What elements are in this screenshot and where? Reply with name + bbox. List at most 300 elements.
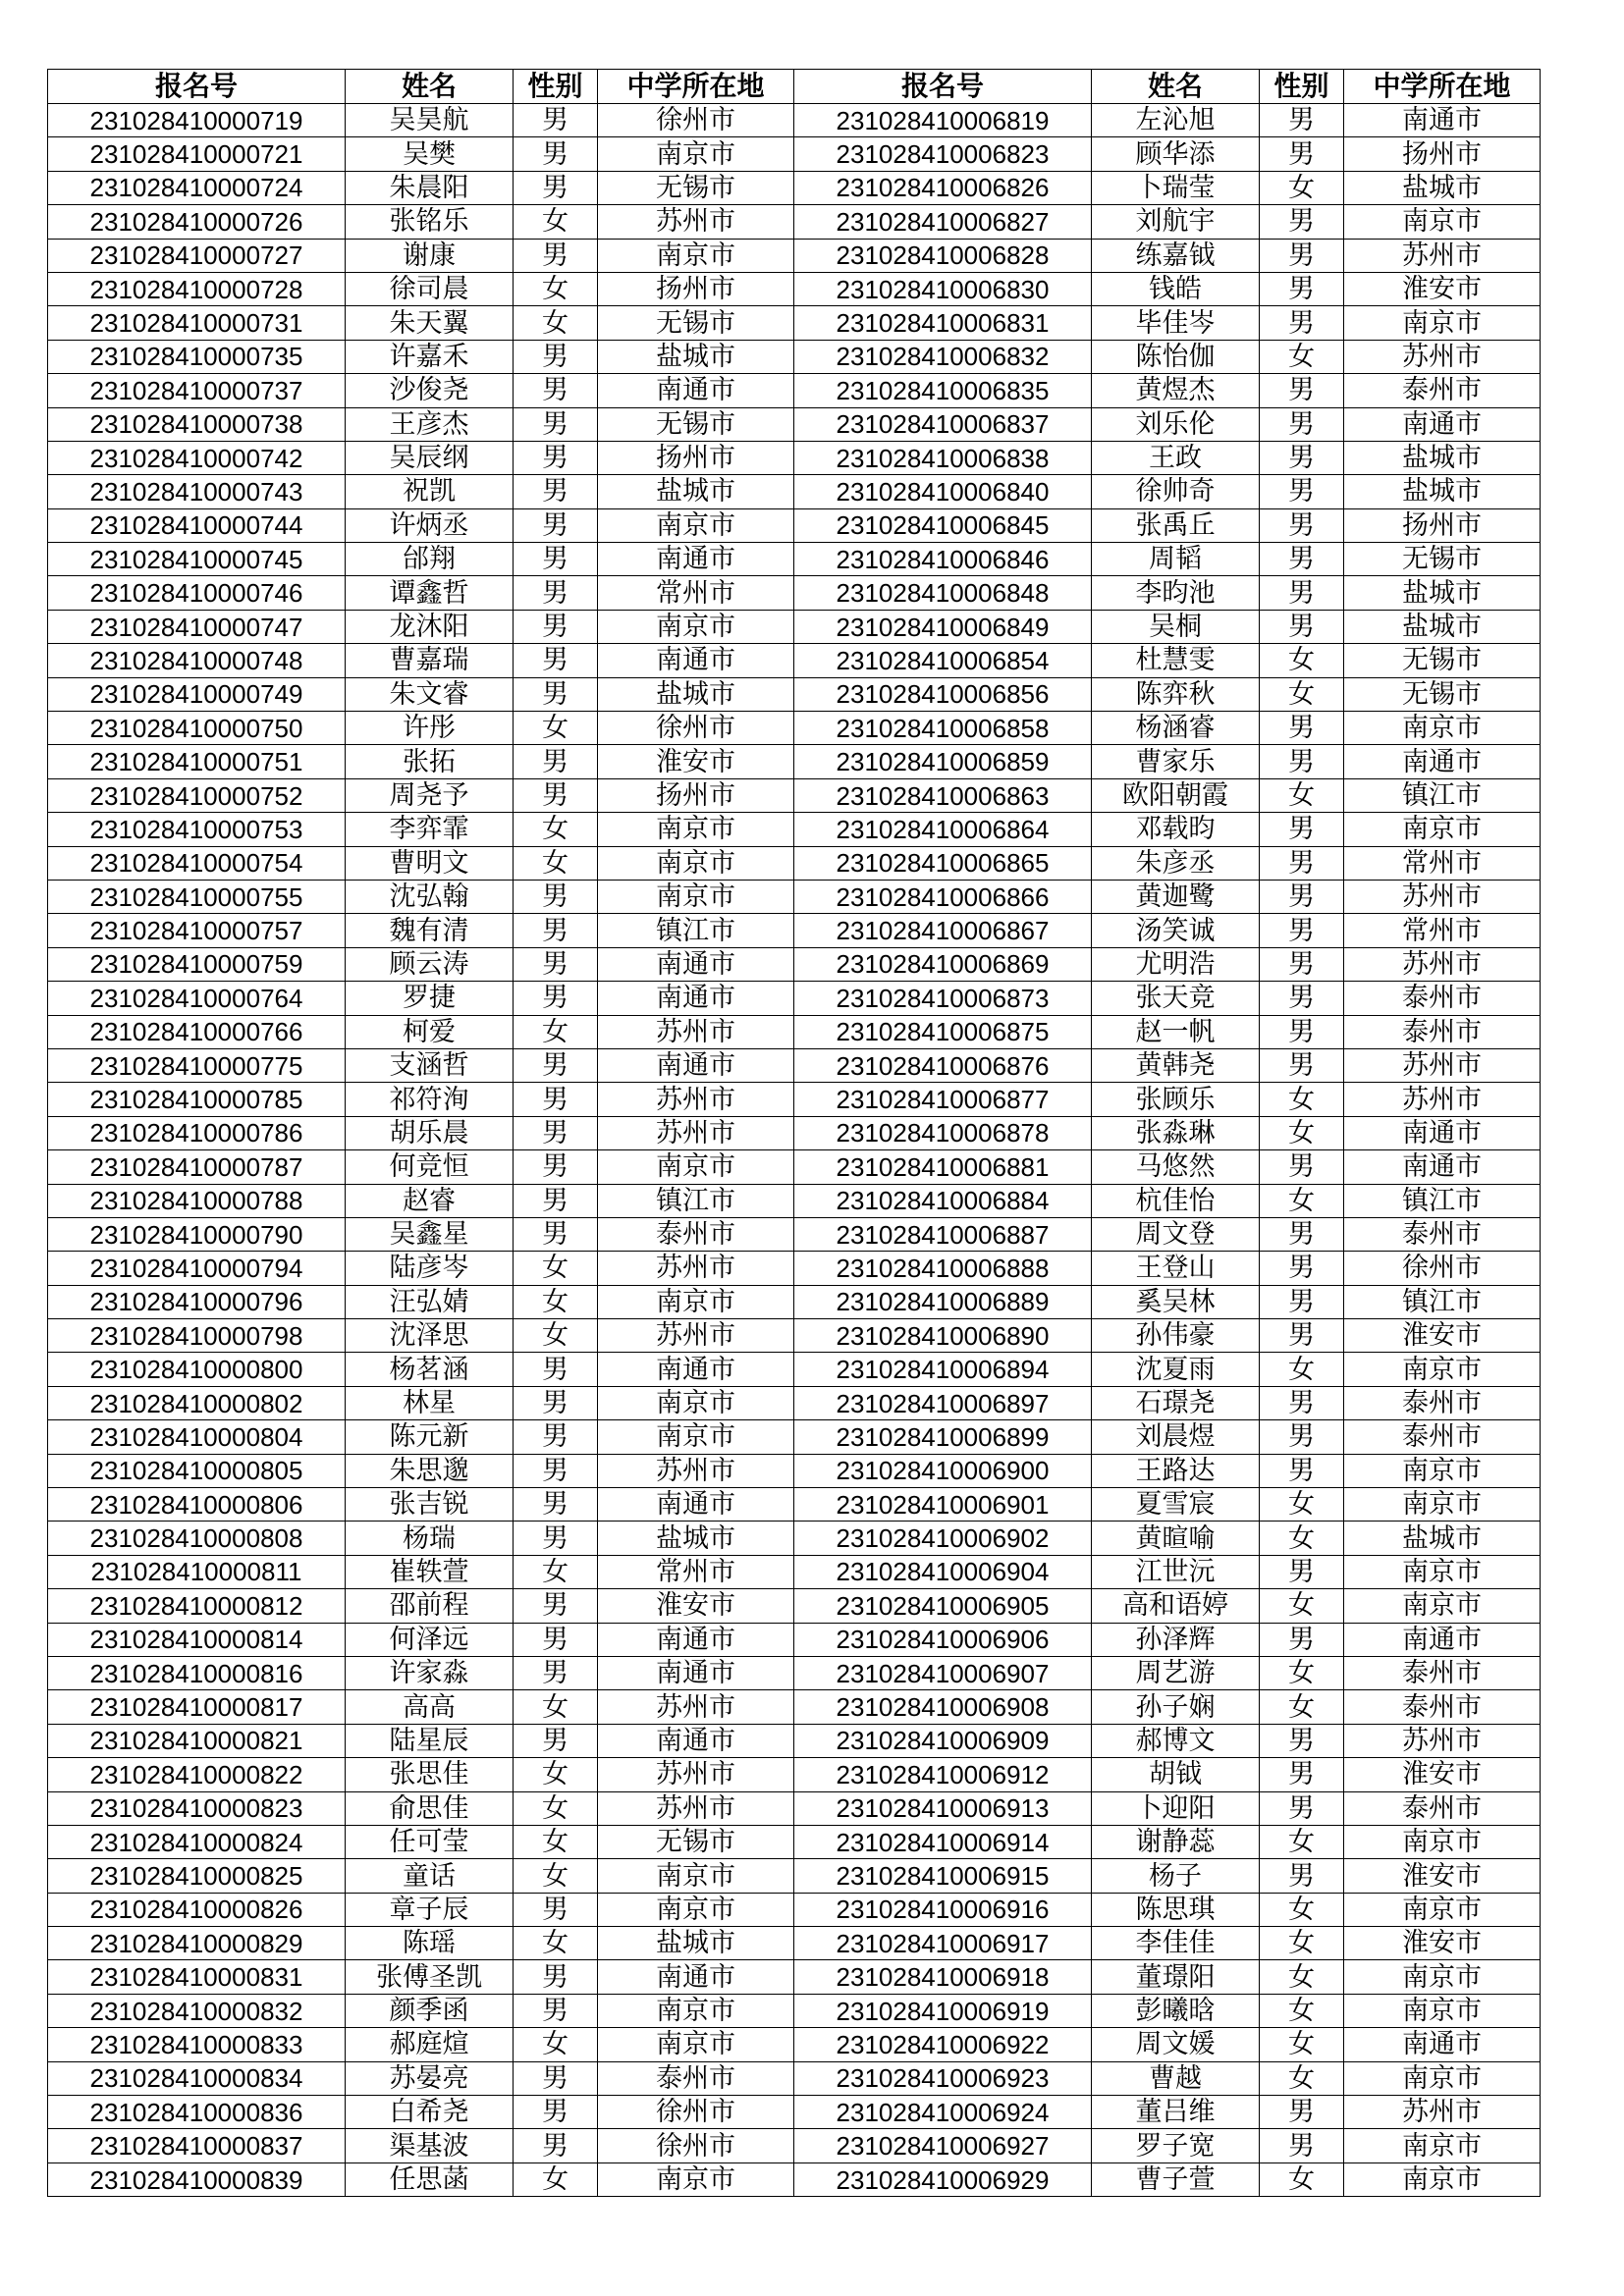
cell-city-left: 镇江市: [598, 914, 794, 947]
cell-name-left: 陆彦岑: [346, 1252, 514, 1285]
table-row: [48, 880, 1541, 913]
cell-city-right: 南京市: [1344, 1555, 1541, 1588]
cell-id-left: 231028410000823: [48, 1791, 346, 1825]
cell-gender-left: 男: [514, 239, 598, 272]
cell-gender-left: 男: [514, 1184, 598, 1217]
cell-name-right: 罗子宽: [1092, 2129, 1260, 2163]
cell-gender-left: 女: [514, 846, 598, 880]
cell-id-right: 231028410006888: [794, 1252, 1092, 1285]
table-row: [48, 1420, 1541, 1454]
cell-id-left: 231028410000802: [48, 1386, 346, 1419]
table-row: [48, 1116, 1541, 1149]
table-row: [48, 272, 1541, 305]
cell-name-left: 许炳丞: [346, 508, 514, 542]
cell-city-left: 盐城市: [598, 1927, 794, 1960]
cell-gender-left: 男: [514, 543, 598, 576]
cell-id-right: 231028410006887: [794, 1217, 1092, 1251]
cell-id-left: 231028410000747: [48, 610, 346, 643]
table-row: [48, 1791, 1541, 1825]
cell-id-right: 231028410006909: [794, 1724, 1092, 1757]
cell-id-right: 231028410006905: [794, 1589, 1092, 1623]
cell-id-right: 231028410006869: [794, 947, 1092, 981]
cell-gender-left: 女: [514, 1555, 598, 1588]
cell-name-right: 刘乐伦: [1092, 407, 1260, 441]
cell-name-right: 杨子: [1092, 1859, 1260, 1893]
cell-name-right: 刘航宇: [1092, 205, 1260, 239]
cell-city-right: 盐城市: [1344, 1522, 1541, 1555]
cell-id-right: 231028410006831: [794, 306, 1092, 340]
cell-id-left: 231028410000766: [48, 1015, 346, 1048]
cell-name-left: 任可莹: [346, 1825, 514, 1858]
cell-id-left: 231028410000826: [48, 1893, 346, 1926]
cell-gender-left: 男: [514, 610, 598, 643]
cell-name-right: 曹越: [1092, 2061, 1260, 2095]
cell-gender-right: 男: [1260, 1048, 1344, 1082]
cell-id-left: 231028410000812: [48, 1589, 346, 1623]
table-row: [48, 1690, 1541, 1724]
cell-gender-left: 男: [514, 1893, 598, 1926]
cell-name-right: 陈怡伽: [1092, 340, 1260, 373]
cell-name-right: 黄煜杰: [1092, 374, 1260, 407]
cell-id-right: 231028410006915: [794, 1859, 1092, 1893]
cell-id-left: 231028410000834: [48, 2061, 346, 2095]
cell-gender-right: 男: [1260, 846, 1344, 880]
cell-city-left: 淮安市: [598, 745, 794, 778]
cell-name-left: 徐司晨: [346, 272, 514, 305]
cell-gender-left: 男: [514, 982, 598, 1015]
cell-gender-right: 男: [1260, 947, 1344, 981]
table-row: [48, 914, 1541, 947]
cell-gender-right: 女: [1260, 1960, 1344, 1994]
cell-gender-left: 女: [514, 1252, 598, 1285]
table-row: [48, 1319, 1541, 1353]
cell-city-right: 泰州市: [1344, 1217, 1541, 1251]
cell-gender-right: 女: [1260, 1825, 1344, 1858]
cell-name-left: 罗捷: [346, 982, 514, 1015]
cell-name-right: 高和语婷: [1092, 1589, 1260, 1623]
cell-id-right: 231028410006832: [794, 340, 1092, 373]
cell-city-left: 盐城市: [598, 1522, 794, 1555]
cell-gender-left: 男: [514, 374, 598, 407]
cell-city-left: 无锡市: [598, 1825, 794, 1858]
cell-city-left: 南通市: [598, 374, 794, 407]
cell-name-right: 左沁旭: [1092, 104, 1260, 137]
cell-city-left: 徐州市: [598, 2129, 794, 2163]
cell-id-right: 231028410006881: [794, 1150, 1092, 1184]
cell-city-left: 南京市: [598, 1994, 794, 2027]
cell-name-right: 王路达: [1092, 1454, 1260, 1487]
cell-city-left: 南通市: [598, 1623, 794, 1656]
cell-city-left: 南通市: [598, 644, 794, 677]
table-row: [48, 745, 1541, 778]
cell-name-left: 高高: [346, 1690, 514, 1724]
cell-id-right: 231028410006835: [794, 374, 1092, 407]
header-id-left: 报名号: [48, 70, 346, 104]
cell-name-left: 吴鑫星: [346, 1217, 514, 1251]
cell-gender-left: 男: [514, 1048, 598, 1082]
table-row: [48, 1555, 1541, 1588]
cell-city-left: 泰州市: [598, 1217, 794, 1251]
cell-id-left: 231028410000764: [48, 982, 346, 1015]
cell-id-right: 231028410006902: [794, 1522, 1092, 1555]
cell-id-right: 231028410006914: [794, 1825, 1092, 1858]
cell-id-right: 231028410006906: [794, 1623, 1092, 1656]
cell-gender-right: 男: [1260, 1015, 1344, 1048]
table-row: [48, 846, 1541, 880]
cell-id-left: 231028410000821: [48, 1724, 346, 1757]
table-row: [48, 1859, 1541, 1893]
cell-name-right: 沈夏雨: [1092, 1353, 1260, 1386]
cell-city-left: 镇江市: [598, 1184, 794, 1217]
cell-city-right: 南京市: [1344, 1353, 1541, 1386]
cell-name-left: 崔轶萱: [346, 1555, 514, 1588]
cell-gender-left: 男: [514, 104, 598, 137]
cell-gender-left: 男: [514, 1623, 598, 1656]
cell-name-left: 陈瑶: [346, 1927, 514, 1960]
cell-name-left: 何泽远: [346, 1623, 514, 1656]
cell-name-left: 颜季函: [346, 1994, 514, 2027]
cell-id-right: 231028410006846: [794, 543, 1092, 576]
table-row: [48, 813, 1541, 846]
cell-name-left: 沈弘翰: [346, 880, 514, 913]
cell-name-right: 杨涵睿: [1092, 712, 1260, 745]
cell-id-left: 231028410000822: [48, 1758, 346, 1791]
table-row: [48, 1488, 1541, 1522]
cell-name-right: 卜瑞莹: [1092, 171, 1260, 204]
cell-gender-right: 男: [1260, 1791, 1344, 1825]
table-row: [48, 576, 1541, 610]
cell-gender-left: 男: [514, 880, 598, 913]
table-row: [48, 1386, 1541, 1419]
cell-name-right: 曹子萱: [1092, 2163, 1260, 2196]
cell-gender-left: 男: [514, 1656, 598, 1689]
cell-id-right: 231028410006878: [794, 1116, 1092, 1149]
table-row: [48, 1927, 1541, 1960]
cell-id-right: 231028410006848: [794, 576, 1092, 610]
cell-gender-right: 男: [1260, 1555, 1344, 1588]
table-row: [48, 1015, 1541, 1048]
cell-name-left: 谢康: [346, 239, 514, 272]
cell-gender-left: 男: [514, 745, 598, 778]
cell-id-right: 231028410006858: [794, 712, 1092, 745]
table-row: [48, 1217, 1541, 1251]
cell-city-left: 盐城市: [598, 677, 794, 711]
cell-id-left: 231028410000757: [48, 914, 346, 947]
cell-city-right: 泰州市: [1344, 1386, 1541, 1419]
cell-gender-right: 女: [1260, 1522, 1344, 1555]
cell-name-left: 朱文睿: [346, 677, 514, 711]
cell-gender-left: 女: [514, 1690, 598, 1724]
cell-gender-right: 男: [1260, 1252, 1344, 1285]
cell-gender-left: 女: [514, 2028, 598, 2061]
roster-body: [48, 104, 1541, 2197]
cell-gender-right: 女: [1260, 171, 1344, 204]
table-row: [48, 543, 1541, 576]
cell-city-right: 泰州市: [1344, 1656, 1541, 1689]
table-row: [48, 1960, 1541, 1994]
cell-city-right: 无锡市: [1344, 644, 1541, 677]
cell-name-right: 夏雪宸: [1092, 1488, 1260, 1522]
cell-id-right: 231028410006918: [794, 1960, 1092, 1994]
cell-name-left: 陆星辰: [346, 1724, 514, 1757]
cell-name-left: 邰翔: [346, 543, 514, 576]
cell-city-right: 徐州市: [1344, 1252, 1541, 1285]
cell-id-left: 231028410000755: [48, 880, 346, 913]
table-row: [48, 306, 1541, 340]
cell-id-right: 231028410006907: [794, 1656, 1092, 1689]
cell-name-left: 谭鑫哲: [346, 576, 514, 610]
cell-gender-left: 女: [514, 1758, 598, 1791]
cell-city-left: 扬州市: [598, 778, 794, 812]
cell-gender-right: 女: [1260, 2028, 1344, 2061]
cell-name-right: 顾华添: [1092, 137, 1260, 171]
cell-id-left: 231028410000737: [48, 374, 346, 407]
cell-city-right: 南通市: [1344, 407, 1541, 441]
cell-name-left: 郝庭煊: [346, 2028, 514, 2061]
cell-id-left: 231028410000796: [48, 1285, 346, 1318]
table-row: [48, 508, 1541, 542]
cell-id-left: 231028410000831: [48, 1960, 346, 1994]
cell-gender-left: 男: [514, 508, 598, 542]
table-row: [48, 407, 1541, 441]
cell-id-left: 231028410000745: [48, 543, 346, 576]
cell-gender-left: 男: [514, 1994, 598, 2027]
cell-city-right: 镇江市: [1344, 778, 1541, 812]
cell-gender-left: 女: [514, 1015, 598, 1048]
cell-name-left: 王彦杰: [346, 407, 514, 441]
cell-id-right: 231028410006845: [794, 508, 1092, 542]
cell-id-left: 231028410000749: [48, 677, 346, 711]
cell-city-left: 南京市: [598, 137, 794, 171]
cell-id-left: 231028410000833: [48, 2028, 346, 2061]
cell-id-left: 231028410000719: [48, 104, 346, 137]
table-row: [48, 137, 1541, 171]
cell-gender-right: 女: [1260, 778, 1344, 812]
cell-name-right: 孙泽辉: [1092, 1623, 1260, 1656]
cell-id-right: 231028410006837: [794, 407, 1092, 441]
cell-name-right: 朱彦丞: [1092, 846, 1260, 880]
cell-gender-left: 男: [514, 1724, 598, 1757]
table-row: [48, 171, 1541, 204]
cell-gender-right: 男: [1260, 239, 1344, 272]
cell-city-right: 淮安市: [1344, 272, 1541, 305]
cell-city-right: 镇江市: [1344, 1184, 1541, 1217]
cell-name-right: 郝博文: [1092, 1724, 1260, 1757]
cell-city-left: 南京市: [598, 880, 794, 913]
cell-gender-left: 男: [514, 1454, 598, 1487]
cell-name-left: 陈元新: [346, 1420, 514, 1454]
cell-id-left: 231028410000824: [48, 1825, 346, 1858]
cell-id-right: 231028410006823: [794, 137, 1092, 171]
cell-city-right: 泰州市: [1344, 1015, 1541, 1048]
cell-city-right: 常州市: [1344, 846, 1541, 880]
cell-city-right: 南通市: [1344, 745, 1541, 778]
cell-name-left: 支涵哲: [346, 1048, 514, 1082]
cell-city-left: 南京市: [598, 1893, 794, 1926]
cell-gender-right: 男: [1260, 508, 1344, 542]
cell-gender-left: 女: [514, 205, 598, 239]
cell-name-right: 刘晨煜: [1092, 1420, 1260, 1454]
cell-city-right: 南京市: [1344, 813, 1541, 846]
cell-city-left: 苏州市: [598, 1454, 794, 1487]
cell-gender-right: 女: [1260, 2163, 1344, 2196]
cell-id-right: 231028410006904: [794, 1555, 1092, 1588]
cell-city-right: 南京市: [1344, 1893, 1541, 1926]
cell-city-right: 淮安市: [1344, 1319, 1541, 1353]
cell-id-left: 231028410000731: [48, 306, 346, 340]
table-row: [48, 205, 1541, 239]
cell-city-right: 南通市: [1344, 104, 1541, 137]
cell-city-left: 南京市: [598, 846, 794, 880]
table-row: [48, 1758, 1541, 1791]
cell-city-left: 常州市: [598, 1555, 794, 1588]
cell-name-right: 谢静蕊: [1092, 1825, 1260, 1858]
cell-city-right: 苏州市: [1344, 340, 1541, 373]
header-gender-left: 性别: [514, 70, 598, 104]
cell-id-right: 231028410006916: [794, 1893, 1092, 1926]
cell-gender-left: 女: [514, 1859, 598, 1893]
header-row: [48, 70, 1541, 104]
cell-name-left: 渠基波: [346, 2129, 514, 2163]
cell-id-right: 231028410006890: [794, 1319, 1092, 1353]
cell-gender-left: 男: [514, 1420, 598, 1454]
cell-gender-right: 男: [1260, 982, 1344, 1015]
cell-city-right: 南通市: [1344, 1623, 1541, 1656]
cell-id-right: 231028410006908: [794, 1690, 1092, 1724]
cell-id-left: 231028410000805: [48, 1454, 346, 1487]
cell-id-right: 231028410006875: [794, 1015, 1092, 1048]
table-row: [48, 1522, 1541, 1555]
cell-city-right: 南通市: [1344, 1150, 1541, 1184]
cell-city-right: 盐城市: [1344, 441, 1541, 474]
cell-city-right: 苏州市: [1344, 2096, 1541, 2129]
cell-gender-right: 女: [1260, 1893, 1344, 1926]
cell-name-left: 沈泽思: [346, 1319, 514, 1353]
cell-city-left: 南京市: [598, 239, 794, 272]
cell-name-right: 尤明浩: [1092, 947, 1260, 981]
cell-city-right: 南京市: [1344, 1960, 1541, 1994]
cell-gender-right: 男: [1260, 475, 1344, 508]
cell-city-right: 镇江市: [1344, 1285, 1541, 1318]
cell-id-right: 231028410006826: [794, 171, 1092, 204]
cell-id-right: 231028410006873: [794, 982, 1092, 1015]
cell-city-right: 无锡市: [1344, 543, 1541, 576]
cell-name-right: 石璟尧: [1092, 1386, 1260, 1419]
cell-gender-left: 男: [514, 1589, 598, 1623]
cell-id-left: 231028410000727: [48, 239, 346, 272]
table-row: [48, 441, 1541, 474]
cell-gender-left: 女: [514, 813, 598, 846]
cell-id-right: 231028410006866: [794, 880, 1092, 913]
cell-id-left: 231028410000759: [48, 947, 346, 981]
cell-id-left: 231028410000787: [48, 1150, 346, 1184]
cell-gender-right: 女: [1260, 1994, 1344, 2027]
cell-id-left: 231028410000748: [48, 644, 346, 677]
cell-city-left: 苏州市: [598, 1252, 794, 1285]
cell-city-right: 南京市: [1344, 205, 1541, 239]
table-row: [48, 1285, 1541, 1318]
cell-id-left: 231028410000775: [48, 1048, 346, 1082]
cell-id-right: 231028410006864: [794, 813, 1092, 846]
cell-gender-right: 男: [1260, 576, 1344, 610]
cell-id-left: 231028410000742: [48, 441, 346, 474]
cell-city-right: 苏州市: [1344, 1083, 1541, 1116]
cell-city-right: 无锡市: [1344, 677, 1541, 711]
cell-city-right: 泰州市: [1344, 1420, 1541, 1454]
header-name-right: 姓名: [1092, 70, 1260, 104]
cell-city-left: 苏州市: [598, 1015, 794, 1048]
table-row: [48, 947, 1541, 981]
cell-gender-right: 男: [1260, 1386, 1344, 1419]
table-row: [48, 982, 1541, 1015]
cell-city-left: 淮安市: [598, 1589, 794, 1623]
cell-gender-right: 男: [1260, 1623, 1344, 1656]
cell-name-right: 练嘉钺: [1092, 239, 1260, 272]
cell-gender-right: 男: [1260, 1859, 1344, 1893]
table-row: [48, 475, 1541, 508]
cell-name-right: 杭佳怡: [1092, 1184, 1260, 1217]
cell-name-left: 张吉锐: [346, 1488, 514, 1522]
cell-city-right: 南京市: [1344, 1488, 1541, 1522]
cell-id-right: 231028410006917: [794, 1927, 1092, 1960]
cell-gender-left: 男: [514, 1217, 598, 1251]
cell-name-right: 周韬: [1092, 543, 1260, 576]
cell-city-left: 苏州市: [598, 1758, 794, 1791]
cell-name-right: 彭曦晗: [1092, 1994, 1260, 2027]
cell-id-left: 231028410000751: [48, 745, 346, 778]
cell-id-right: 231028410006827: [794, 205, 1092, 239]
cell-gender-right: 男: [1260, 1285, 1344, 1318]
cell-id-left: 231028410000794: [48, 1252, 346, 1285]
table-row: [48, 2163, 1541, 2196]
cell-id-right: 231028410006838: [794, 441, 1092, 474]
cell-id-right: 231028410006897: [794, 1386, 1092, 1419]
cell-gender-right: 女: [1260, 1116, 1344, 1149]
cell-id-right: 231028410006913: [794, 1791, 1092, 1825]
cell-gender-left: 女: [514, 1319, 598, 1353]
cell-city-right: 淮安市: [1344, 1758, 1541, 1791]
cell-name-left: 张傅圣凯: [346, 1960, 514, 1994]
cell-gender-right: 女: [1260, 1656, 1344, 1689]
table-row: [48, 1252, 1541, 1285]
cell-gender-left: 男: [514, 441, 598, 474]
cell-id-right: 231028410006828: [794, 239, 1092, 272]
cell-city-left: 扬州市: [598, 272, 794, 305]
cell-gender-left: 男: [514, 2061, 598, 2095]
cell-gender-right: 女: [1260, 1184, 1344, 1217]
cell-id-right: 231028410006865: [794, 846, 1092, 880]
cell-gender-left: 男: [514, 1488, 598, 1522]
cell-city-left: 南京市: [598, 2163, 794, 2196]
cell-name-left: 白希尧: [346, 2096, 514, 2129]
cell-name-right: 陈弈秋: [1092, 677, 1260, 711]
cell-name-right: 董璟阳: [1092, 1960, 1260, 1994]
cell-id-left: 231028410000738: [48, 407, 346, 441]
cell-id-right: 231028410006927: [794, 2129, 1092, 2163]
cell-id-left: 231028410000825: [48, 1859, 346, 1893]
table-row: [48, 610, 1541, 643]
cell-id-right: 231028410006912: [794, 1758, 1092, 1791]
cell-name-right: 卜迎阳: [1092, 1791, 1260, 1825]
cell-gender-right: 男: [1260, 914, 1344, 947]
cell-name-left: 章子辰: [346, 1893, 514, 1926]
cell-city-right: 泰州市: [1344, 374, 1541, 407]
cell-id-right: 231028410006876: [794, 1048, 1092, 1082]
cell-name-right: 江世沅: [1092, 1555, 1260, 1588]
cell-city-left: 南京市: [598, 1386, 794, 1419]
cell-city-left: 南通市: [598, 982, 794, 1015]
cell-gender-right: 男: [1260, 880, 1344, 913]
